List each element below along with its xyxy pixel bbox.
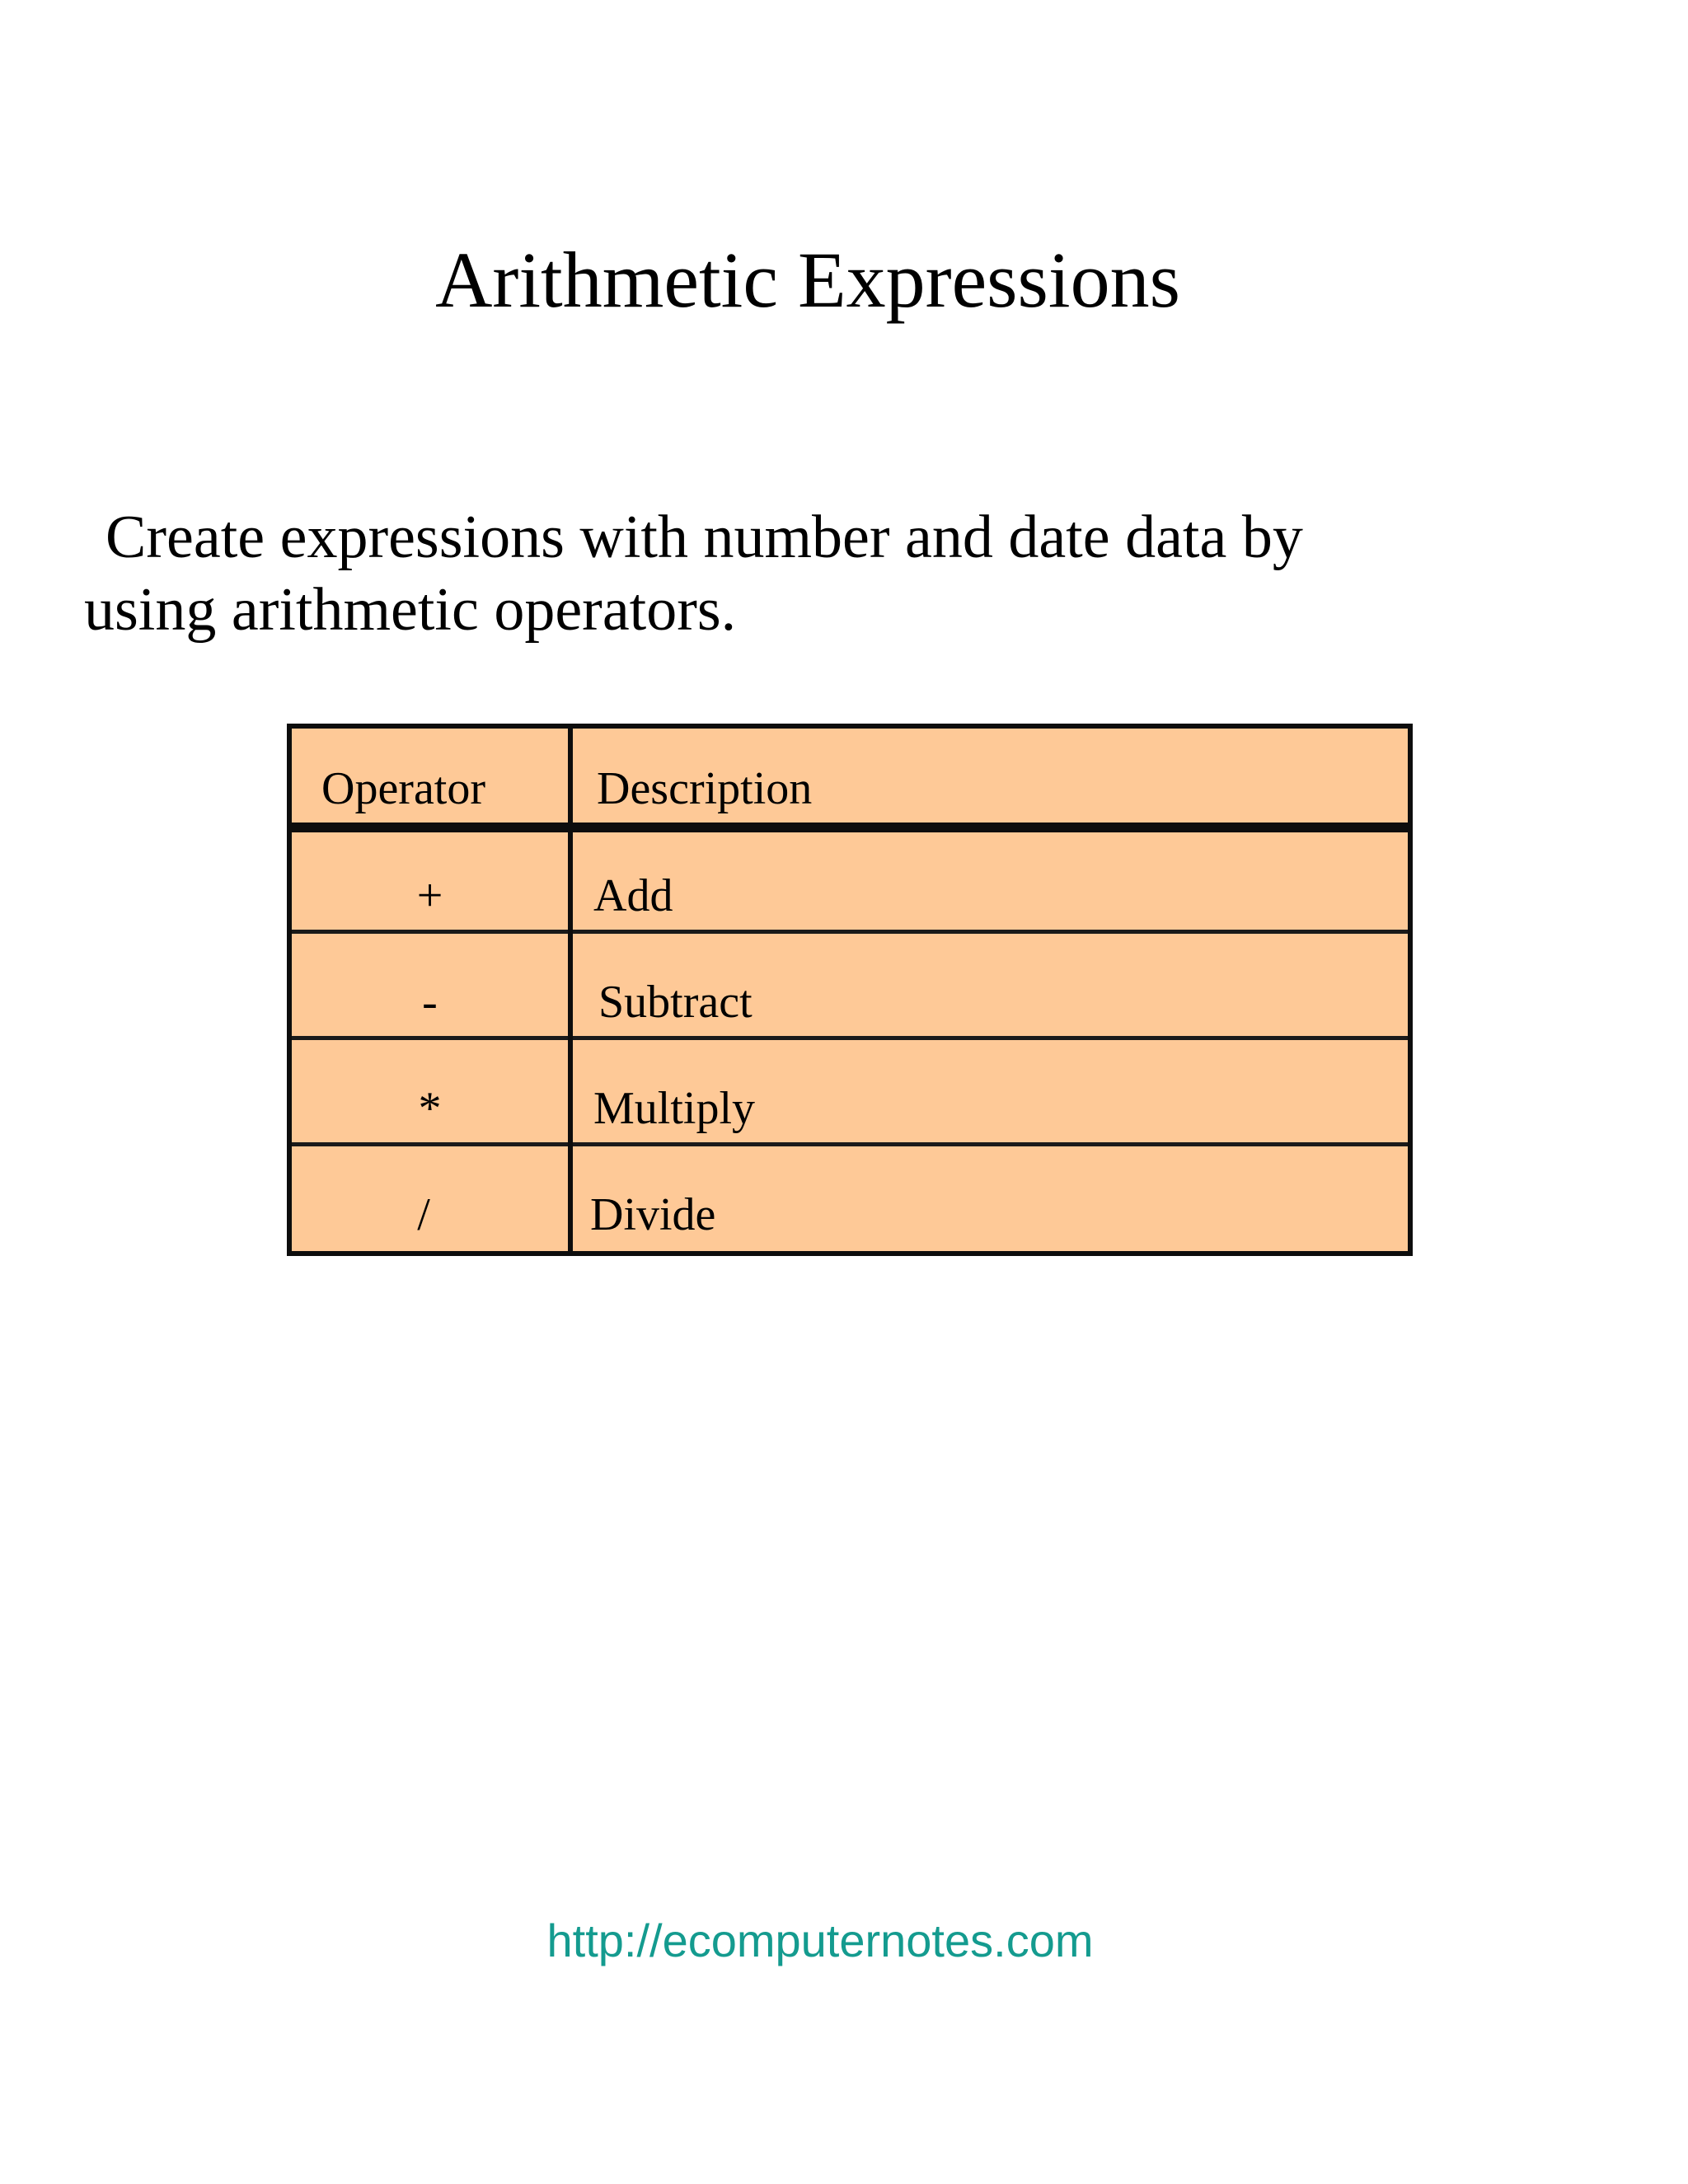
table-row (292, 1146, 1408, 1249)
description-cell: Add (593, 870, 673, 921)
table-row (292, 827, 1408, 934)
table-row (292, 1040, 1408, 1146)
page-title: Arithmetic Expressions (435, 236, 1180, 324)
description-column-header: Description (597, 763, 813, 814)
intro-paragraph (84, 501, 1485, 646)
operator-cell: * (418, 1083, 442, 1134)
column-divider (568, 729, 573, 1251)
operator-cell: + (416, 870, 443, 921)
intro-line-1: Create expressions with number and date data by (106, 504, 1303, 571)
operator-table (287, 724, 1413, 1256)
operator-cell: / (417, 1189, 430, 1240)
table-row (292, 934, 1408, 1040)
intro-line-2: using arithmetic operators. (84, 576, 737, 644)
description-cell: Multiply (593, 1083, 756, 1134)
table-header-row (292, 729, 1408, 832)
operator-column-header: Operator (321, 763, 486, 814)
description-cell: Subtract (598, 977, 753, 1028)
description-cell: Divide (590, 1189, 716, 1240)
operator-cell: - (422, 977, 438, 1028)
footer-link[interactable]: http://ecomputernotes.com (546, 1915, 1094, 1966)
